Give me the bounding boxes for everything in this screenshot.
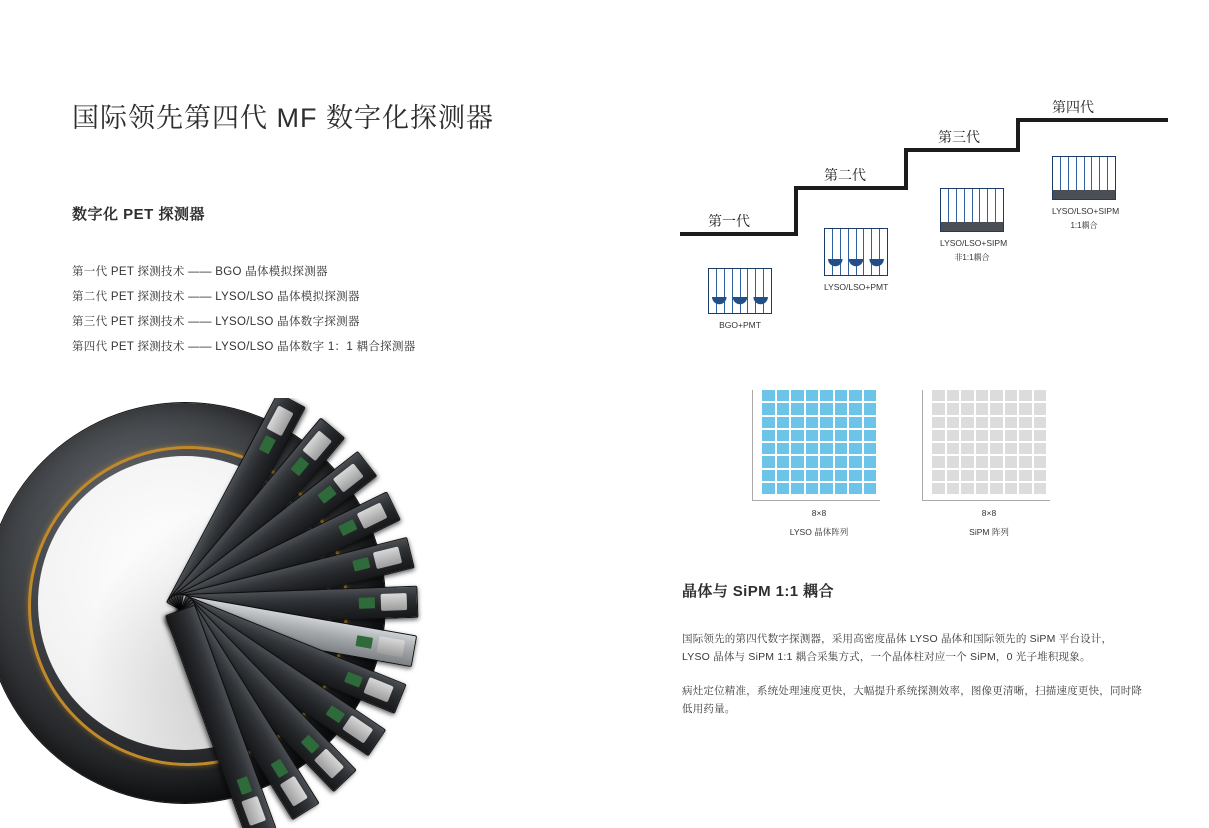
coupling-section-title: 晶体与 SiPM 1:1 耦合	[682, 583, 834, 600]
detector-gen4-coupling: 1:1耦合	[1070, 221, 1098, 230]
detector-gen2	[824, 228, 888, 292]
coupling-section-body	[682, 630, 1152, 718]
lyso-array-dim: 8×8	[811, 508, 827, 518]
sipm-layer	[1053, 190, 1115, 199]
coupling-para2: 病灶定位精准，系统处理速度更快，大幅提升系统探测效率，图像更清晰，扫描速度更快，同时降低用药量。	[682, 685, 1143, 715]
lyso-array-block	[760, 388, 878, 537]
detector-ring-photo	[0, 398, 450, 828]
stair-label-gen4: 第四代	[1052, 99, 1094, 115]
stair-segment-1	[680, 232, 798, 236]
list-item: 第三代 PET 探测技术 —— LYSO/LSO 晶体数字探测器	[72, 316, 360, 328]
array-axis-vertical	[752, 390, 753, 500]
stair-riser-1	[794, 186, 798, 236]
sipm-array-caption: SiPM 阵列	[969, 527, 1009, 537]
pmt-tubes	[825, 259, 887, 275]
lyso-crystal-grid	[760, 388, 878, 496]
detector-gen3	[940, 188, 1008, 263]
generation-list	[72, 260, 492, 360]
detector-gen1-crystal	[708, 268, 772, 314]
detector-gen4-crystal	[1052, 156, 1116, 200]
section-subtitle: 数字化 PET 探测器	[72, 206, 206, 223]
sipm-array-block	[930, 388, 1048, 537]
list-item: 第二代 PET 探测技术 —— LYSO/LSO 晶体模拟探测器	[72, 291, 360, 303]
stair-riser-3	[1016, 118, 1020, 152]
detector-gen3-caption: LYSO/LSO+SIPM	[940, 238, 1008, 248]
stair-label-gen2: 第二代	[824, 167, 866, 183]
sipm-array-dim: 8×8	[981, 508, 997, 518]
array-axis-horizontal	[922, 500, 1050, 501]
detector-gen4	[1052, 156, 1120, 231]
coupling-para1-line1: 国际领先的第四代数字探测器，采用高密度晶体 LYSO 晶体和国际领先的 SiPM 平台设计，	[682, 633, 1113, 645]
detector-gen2-crystal	[824, 228, 888, 276]
pmt-tubes	[709, 297, 771, 313]
detector-gen3-crystal	[940, 188, 1004, 232]
stair-label-gen1: 第一代	[708, 213, 750, 229]
detector-gen4-caption: LYSO/LSO+SIPM	[1052, 206, 1120, 216]
detector-gen2-caption: LYSO/LSO+PMT	[824, 282, 889, 292]
array-axis-vertical	[922, 390, 923, 500]
stair-riser-2	[904, 148, 908, 190]
generation-stairs-diagram	[670, 99, 1190, 380]
array-comparison	[760, 388, 1100, 548]
detector-gen1	[708, 268, 772, 330]
sipm-cell-grid	[930, 388, 1048, 496]
array-axis-horizontal	[752, 500, 880, 501]
ring-graphic	[0, 398, 450, 828]
stair-label-gen3: 第三代	[938, 129, 980, 145]
lyso-array-caption: LYSO 晶体阵列	[789, 527, 849, 537]
stair-segment-3	[904, 148, 1020, 152]
detector-gen3-coupling: 非1:1耦合	[954, 253, 990, 262]
coupling-para1-line2: LYSO 晶体与 SiPM 1:1 耦合采集方式，一个晶体柱对应一个 SiPM，0 光子堆积现象。	[682, 651, 1091, 663]
list-item: 第四代 PET 探测技术 —— LYSO/LSO 晶体数字 1：1 耦合探测器	[72, 341, 416, 353]
list-item: 第一代 PET 探测技术 —— BGO 晶体模拟探测器	[72, 266, 328, 278]
detector-gen1-caption: BGO+PMT	[719, 320, 761, 330]
stair-segment-4	[1016, 118, 1168, 122]
sipm-layer	[941, 222, 1003, 231]
stair-segment-2	[794, 186, 908, 190]
page-title: 国际领先第四代 MF 数字化探测器	[72, 103, 494, 133]
